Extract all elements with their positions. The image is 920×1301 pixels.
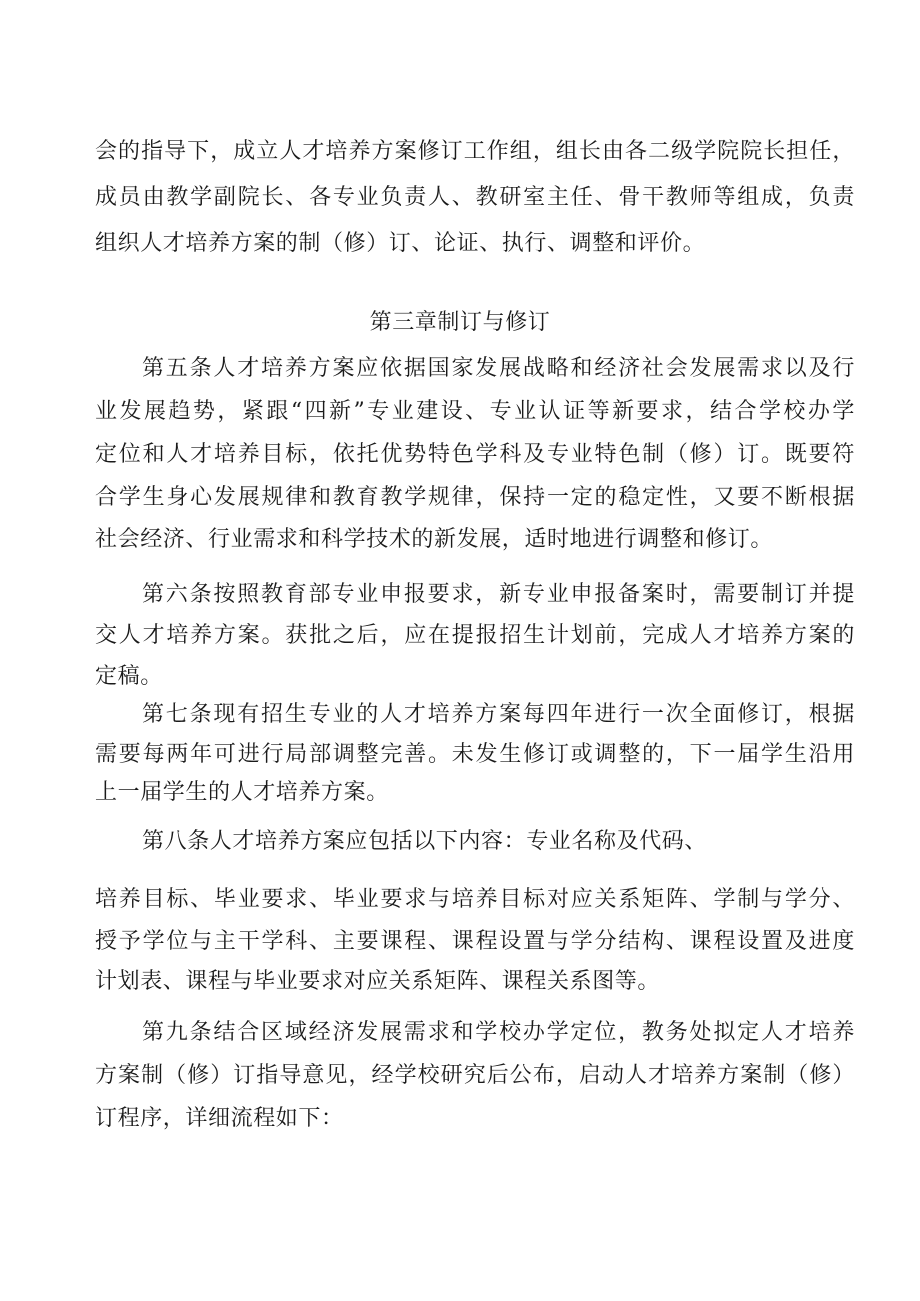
paragraph-line: 第六条按照教育部专业申报要求，新专业申报备案时，需要制订并提 <box>142 582 855 607</box>
paragraph-line: 定位和人才培养目标，依托优势特色学科及专业特色制（修）订。既要符 <box>95 442 855 467</box>
paragraph-line: 会的指导下，成立人才培养方案修订工作组，组长由各二级学院院长担任， <box>95 139 855 164</box>
paragraph-line: 订程序，详细流程如下： <box>95 1106 344 1131</box>
paragraph-line: 培养目标、毕业要求、毕业要求与培养目标对应关系矩阵、学制与学分、 <box>95 887 855 912</box>
paragraph-line: 计划表、课程与毕业要求对应关系矩阵、课程关系图等。 <box>95 969 661 994</box>
paragraph-line: 方案制（修）订指导意见，经学校研究后公布，启动人才培养方案制（修） <box>95 1063 855 1088</box>
paragraph-line: 授予学位与主干学科、主要课程、课程设置与学分结构、课程设置及进度 <box>95 929 855 954</box>
paragraph-line: 第九条结合区域经济发展需求和学校办学定位，教务处拟定人才培养 <box>142 1020 855 1045</box>
paragraph-line: 业发展趋势，紧跟“四新”专业建设、专业认证等新要求，结合学校办学 <box>95 399 855 424</box>
paragraph-line: 第七条现有招生专业的人才培养方案每四年进行一次全面修订，根据 <box>142 702 855 727</box>
paragraph-line: 组织人才培养方案的制（修）订、论证、执行、调整和评价。 <box>95 231 706 256</box>
paragraph-line: 定稿。 <box>95 664 163 689</box>
paragraph-line: 合学生身心发展规律和教育教学规律，保持一定的稳定性，又要不断根据 <box>95 485 855 510</box>
paragraph-line: 第八条人才培养方案应包括以下内容：专业名称及代码、 <box>142 829 708 854</box>
paragraph-line: 需要每两年可进行局部调整完善。未发生修订或调整的，下一届学生沿用 <box>95 742 855 767</box>
paragraph-line: 第五条人才培养方案应依据国家发展战略和经济社会发展需求以及行 <box>142 356 855 381</box>
chapter-heading: 第三章制订与修订 <box>369 310 551 335</box>
paragraph-line: 成员由教学副院长、各专业负责人、教研室主任、骨干教师等组成，负责 <box>95 185 855 210</box>
paragraph-line: 社会经济、行业需求和科学技术的新发展，适时地进行调整和修订。 <box>95 527 774 552</box>
paragraph-line: 上一届学生的人才培养方案。 <box>95 780 389 805</box>
paragraph-line: 交人才培养方案。获批之后，应在提报招生计划前，完成人才培养方案的 <box>95 623 855 648</box>
